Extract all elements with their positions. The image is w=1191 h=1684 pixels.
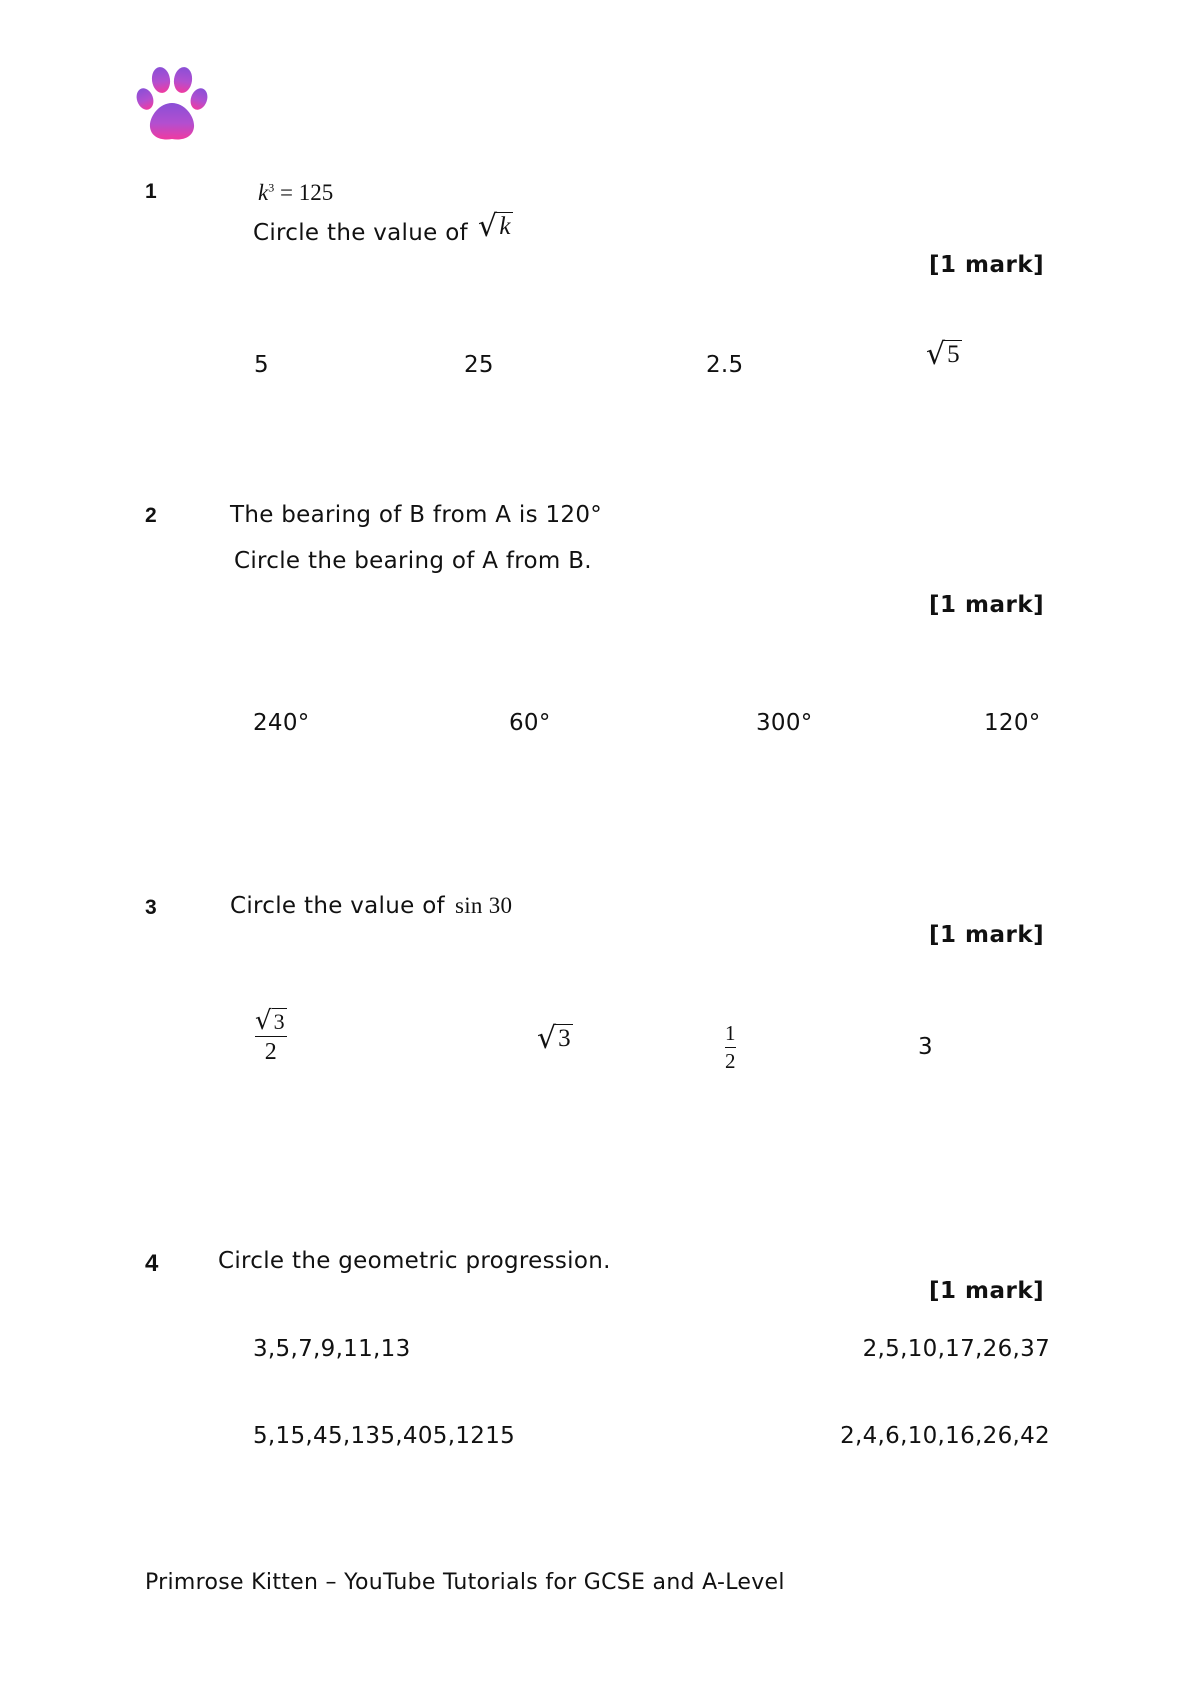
question-4-option-d[interactable]: 2,4,6,10,16,26,42 [840,1423,1050,1449]
question-4-option-a[interactable]: 3,5,7,9,11,13 [253,1336,411,1362]
question-1-number: 1 [145,180,157,203]
sin-30-expression: sin 30 [454,893,513,918]
question-4-option-c[interactable]: 5,15,45,135,405,1215 [253,1423,516,1449]
question-4-number: 4 [145,1250,159,1277]
equation-base: k [258,180,269,205]
page-footer: Primrose Kitten – YouTube Tutorials for GCSE and A-Level [145,1570,785,1595]
question-3-marks: [1 mark] [929,922,1045,948]
question-1-option-a[interactable]: 5 [254,352,269,378]
question-3-number: 3 [145,896,157,919]
question-4-prompt: Circle the geometric progression. [218,1248,611,1274]
question-1-prompt [253,209,513,248]
question-3-option-b[interactable]: √ 3 [537,1021,571,1056]
question-1-prompt-text: Circle the value of [253,220,468,246]
question-2-line-1: The bearing of B from A is 120° [230,502,603,528]
question-3-option-c[interactable]: $\frac{1}{2}$ [725,1021,736,1074]
question-1-option-d[interactable]: √ 5 [926,337,960,372]
question-1-option-c[interactable]: 2.5 [706,352,744,378]
question-2-option-b[interactable]: 60° [509,710,551,736]
question-4-option-b[interactable]: 2,5,10,17,26,37 [862,1336,1050,1362]
paw-print-icon [135,65,210,143]
question-3-option-a[interactable]: √ 3 2 [255,1006,285,1066]
question-1-equation [258,180,333,206]
equation-exponent: 3 [268,180,275,195]
question-3-prompt-text: Circle the value of [230,893,445,919]
question-2-marks: [1 mark] [929,592,1045,618]
question-3-option-d[interactable]: 3 [918,1034,933,1060]
sqrt-k-expression: √ k [477,209,511,244]
equation-rhs: = 125 [279,180,334,205]
question-1-option-b[interactable]: 25 [464,352,494,378]
question-2-number: 2 [145,504,157,527]
question-1-marks: [1 mark] [929,252,1045,278]
question-2-option-c[interactable]: 300° [756,710,813,736]
question-4-marks: [1 mark] [929,1278,1045,1304]
question-2-option-a[interactable]: 240° [253,710,310,736]
question-2-option-d[interactable]: 120° [984,710,1041,736]
question-3-prompt [230,893,512,919]
question-2-line-2: Circle the bearing of A from B. [234,548,592,574]
